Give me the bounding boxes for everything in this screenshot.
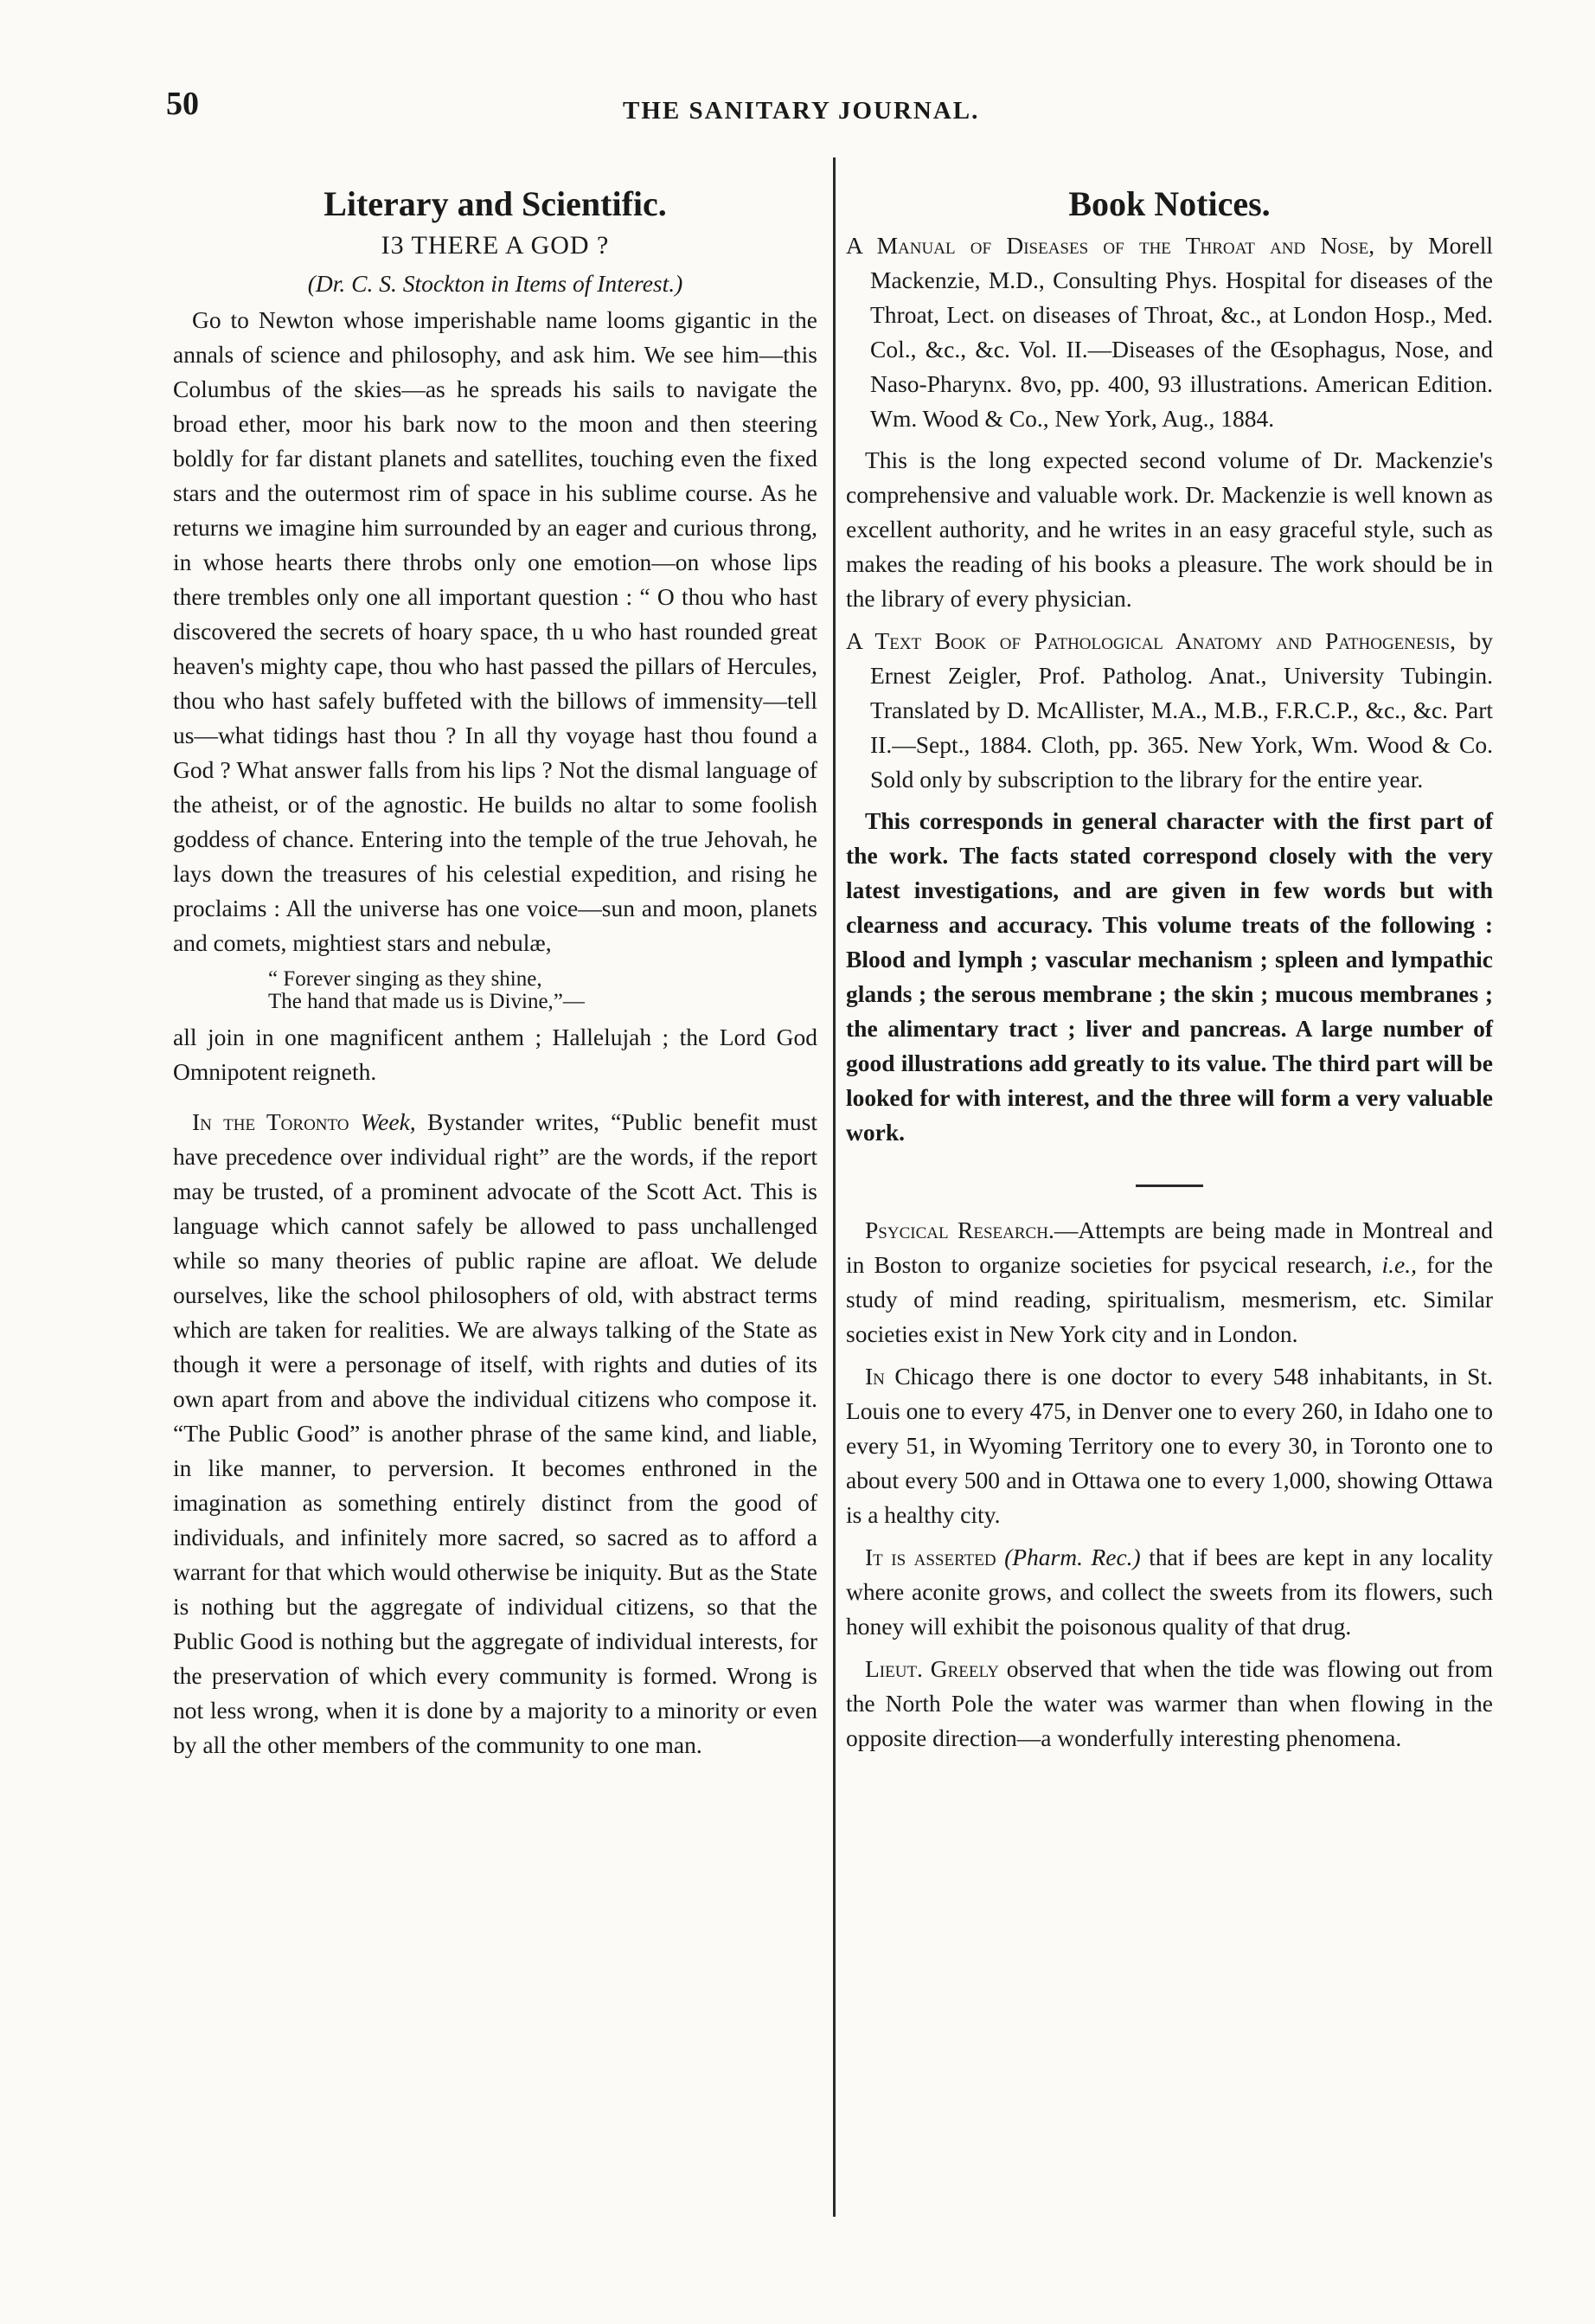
toronto-lead: In the Toronto — [192, 1108, 349, 1135]
poem-line: The hand that made us is Divine,”— — [268, 990, 585, 1013]
article-title: I3 THERE A GOD ? — [381, 231, 610, 260]
psychical-paragraph — [846, 1213, 1493, 1351]
psychical-ie: i.e., — [1381, 1251, 1417, 1278]
byline-close: ) — [675, 270, 683, 297]
toronto-body: Bystander writes, “Public benefit must have precedence over individual right” are the words, if the report may be trusted, of a prominent advocate of the Scott Act. This is language which cannot safely be allowed to pass unchallenged while so many theories of public rapine are afloat. We delude ourselves, like the school philosophers of old, with abstract terms which are taken for realities. We are always talking of the State as though it were a personage of itself, with rights and duties of its own apart from and above the individual citizens who compose it. “The Public Good” is another phrase of the same kind, and liable, in like manner, to perversion. It becomes enthroned in the imagination as something entirely distinct from the good of individuals, and infinitely more sacred, so sacred as to afford a warrant for that which would otherwise be iniquity. But as the State is nothing but the aggregate of individual citizens, so that the Public Good is nothing but the aggregate of individual interests, for the preservation of which every community is formed. Wrong is not less wrong, when it is done by a majority to a minority or even by all the other members of the community to one man. — [173, 1108, 818, 1758]
bees-body: that if bees are kept in any locality where aconite grows, and collect the sweets from its flowers, such honey will exhibit the poisonous quality of that drug. — [846, 1544, 1494, 1640]
chicago-lead: In — [865, 1363, 885, 1390]
page-number: 50 — [166, 86, 199, 122]
bees-paragraph — [846, 1540, 1493, 1644]
bees-lead: It is asserted — [865, 1544, 996, 1570]
greely-lead: Lieut. Greely — [865, 1655, 999, 1682]
psychical-lead: Psycical Research. — [865, 1217, 1054, 1243]
book-entry-1 — [846, 228, 1493, 436]
book-entry-2 — [846, 624, 1493, 797]
book-details: by Ernest Zeigler, Prof. Patholog. Anat., University Tubingin. Translated by D. McAllister, M.A., M.B., F.R.C.P., &c., &c. Part II.—Sept., 1884. Cloth, pp. 365. New York, Wm. Wood & Co. Sold only by subscription to the library for the entire year. — [870, 627, 1494, 793]
byline-open: ( — [307, 270, 316, 297]
section-heading-book-notices: Book Notices. — [1068, 184, 1271, 223]
left-column — [173, 183, 817, 1770]
book-details: by Morell Mackenzie, M.D., Consulting Phys. Hospital for diseases of the Throat, Lect. on diseases of Throat, &c., at London Hosp., Med. Col., &c., &c. Vol. II.—Diseases of the Œsophagus, Nose, and Naso-Pharynx. 8vo, pp. 400, 93 illustrations. American Edition. Wm. Wood & Co., New York, Aug., 1884. — [870, 232, 1493, 432]
chicago-paragraph — [846, 1359, 1493, 1532]
journal-title: THE SANITARY JOURNAL. — [623, 97, 980, 125]
right-column — [846, 183, 1493, 1763]
section-divider — [1136, 1184, 1203, 1187]
chicago-body: Chicago there is one doctor to every 548 inhabitants, in St. Louis one to every 475, in Denver one to every 260, in Idaho one to every 51, in Wyoming Territory one to every 30, in Toronto one to about every 500 and in Ottawa one to every 1,000, showing Ottawa is a healthy city. — [846, 1363, 1493, 1528]
book-review-2: This corresponds in general character with the first part of the work. The facts stated correspond closely with the very latest investigations, and are given in few words but with clearness and accuracy. This volume treats of the following : Blood and lymph ; vascular mechanism ; spleen and lympathic glands ; the serous membrane ; the skin ; mucous membranes ; the alimentary tract ; liver and pancreas. A large number of good illustrations add greatly to its value. The third part will be looked for with interest, and the three will form a very valuable work. — [846, 807, 1493, 1146]
column-divider — [833, 157, 836, 2217]
toronto-week: Week, — [360, 1108, 416, 1135]
article-body-end: all join in one magnificent anthem ; Hallelujah ; the Lord God Omnipotent reigneth. — [173, 1024, 817, 1085]
book-title: A Text Book of Pathological Anatomy and Pathogenesis, — [846, 627, 1456, 654]
book-review-1: This is the long expected second volume of Dr. Mackenzie's comprehensive and valuable work. Dr. Mackenzie is well known as excellent authority, and he writes in an easy graceful style, such as makes the reading of his books a pleasure. The work should be in the library of every physician. — [846, 446, 1493, 612]
toronto-paragraph — [173, 1105, 817, 1762]
book-title: A Manual of Diseases of the Throat and Nose, — [846, 232, 1375, 259]
poem-line: “ Forever singing as they shine, — [268, 967, 542, 991]
article-body: Go to Newton whose imperishable name looms gigantic in the annals of science and philosophy, and ask him. We see him—this Columbus of the skies—as he spreads his sails to navigate the broad ether, moor his bark now to the moon and then steering boldly for far distant planets and satellites, touching even the fixed stars and the outermost rim of space in his sublime course. As he returns we imagine him surrounded by an eager and curious throng, in whose hearts there throbs only one emotion—on whose lips there trembles only one all important question : “ O thou who hast discovered the secrets of hoary space, th u who hast rounded great heaven's mighty cape, thou who hast passed the pillars of Hercules, thou who hast safely buffeted with the billows of immensity—tell us—what tidings hast thou ? In all thy voyage hast thou found a God ? What answer falls from his lips ? Not the dismal language of the atheist, or of the agnostic. He builds no altar to some foolish goddess of chance. Entering into the temple of the true Jehovah, he lays down the treasures of his celestial expedition, and rising he proclaims : All the universe has one voice—sun and moon, planets and comets, mightiest stars and nebulæ, — [173, 306, 817, 956]
section-heading-literary: Literary and Scientific. — [323, 184, 667, 223]
psychical-body: —Attempts are being made in Montreal and in Boston to organize societies for psycical research, — [846, 1217, 1493, 1278]
byline-author: Dr. C. S. Stockton in Items of Interest. — [315, 270, 676, 297]
article-byline — [173, 266, 817, 301]
greely-paragraph — [846, 1652, 1493, 1756]
bees-source: (Pharm. Rec.) — [996, 1544, 1141, 1570]
greely-body: observed that when the tide was flowing out from the North Pole the water was warmer than when flowing in the opposite direction—a wonderfully interesting phenomena. — [846, 1655, 1493, 1751]
poem-quote — [268, 968, 817, 1013]
psychical-body-2: for the study of mind reading, spiritualism, mesmerism, etc. Similar societies exist in New York city and in London. — [846, 1251, 1493, 1347]
